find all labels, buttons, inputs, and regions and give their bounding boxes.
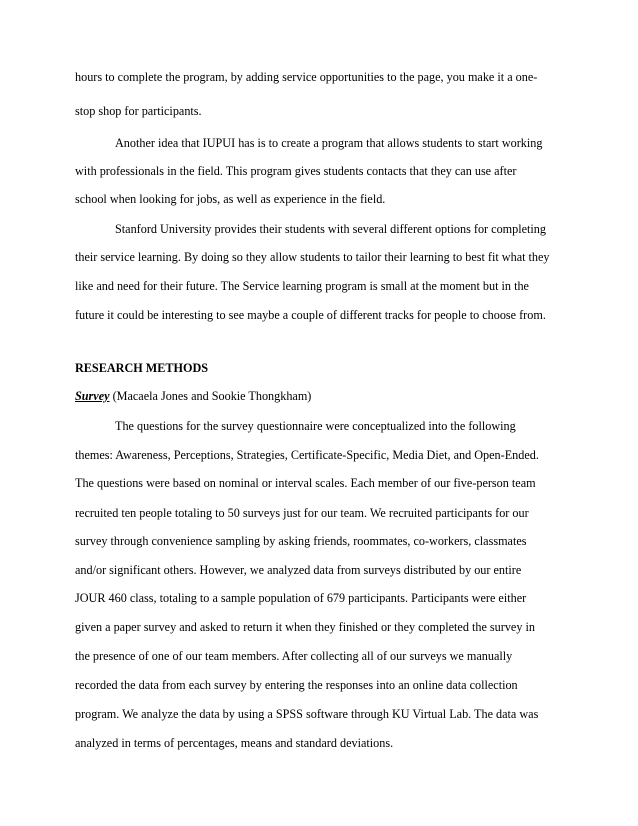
text-line: The questions for the survey questionnaire were conceptualized into the following [115,419,516,433]
text-line: given a paper survey and asked to return it when they finished or they completed the survey in [75,620,535,634]
text-line: their service learning. By doing so they allow students to tailor their learning to best fit what they [75,250,550,264]
text-line: recruited ten people totaling to 50 surveys just for our team. We recruited participants for our [75,506,529,520]
survey-label: Survey [75,389,110,403]
text-line: recorded the data from each survey by entering the responses into an online data collection [75,678,518,692]
text-line: program. We analyze the data by using a SPSS software through KU Virtual Lab. The data was [75,707,539,721]
text-line: and/or significant others. However, we analyzed data from surveys distributed by our entire [75,563,522,577]
text-line: survey through convenience sampling by asking friends, roommates, co-workers, classmates [75,534,527,548]
text-line: stop shop for participants. [75,104,202,118]
text-line: themes: Awareness, Perceptions, Strategies, Certificate-Specific, Media Diet, and Open-Ended. [75,448,539,462]
text-line: The questions were based on nominal or interval scales. Each member of our five-person team [75,476,536,490]
text-line: the presence of one of our team members. After collecting all of our surveys we manually [75,649,513,663]
text-line: hours to complete the program, by adding service opportunities to the page, you make it a one- [75,70,538,84]
text-line: Another idea that IUPUI has is to create a program that allows students to start working [115,136,543,150]
text-line: school when looking for jobs, as well as experience in the field. [75,192,386,206]
text-line: analyzed in terms of percentages, means and standard deviations. [75,736,394,750]
section-heading: RESEARCH METHODS [75,361,209,375]
survey-subheading [75,388,575,404]
text-line: future it could be interesting to see maybe a couple of different tracks for people to choose from. [75,308,546,322]
text-line: JOUR 460 class, totaling to a sample population of 679 participants. Participants were either [75,591,527,605]
text-line: Stanford University provides their students with several different options for completing [115,222,546,236]
text-line: with professionals in the field. This program gives students contacts that they can use after [75,164,517,178]
survey-authors: (Macaela Jones and Sookie Thongkham) [109,389,312,403]
text-line: like and need for their future. The Service learning program is small at the moment but in the [75,279,529,293]
